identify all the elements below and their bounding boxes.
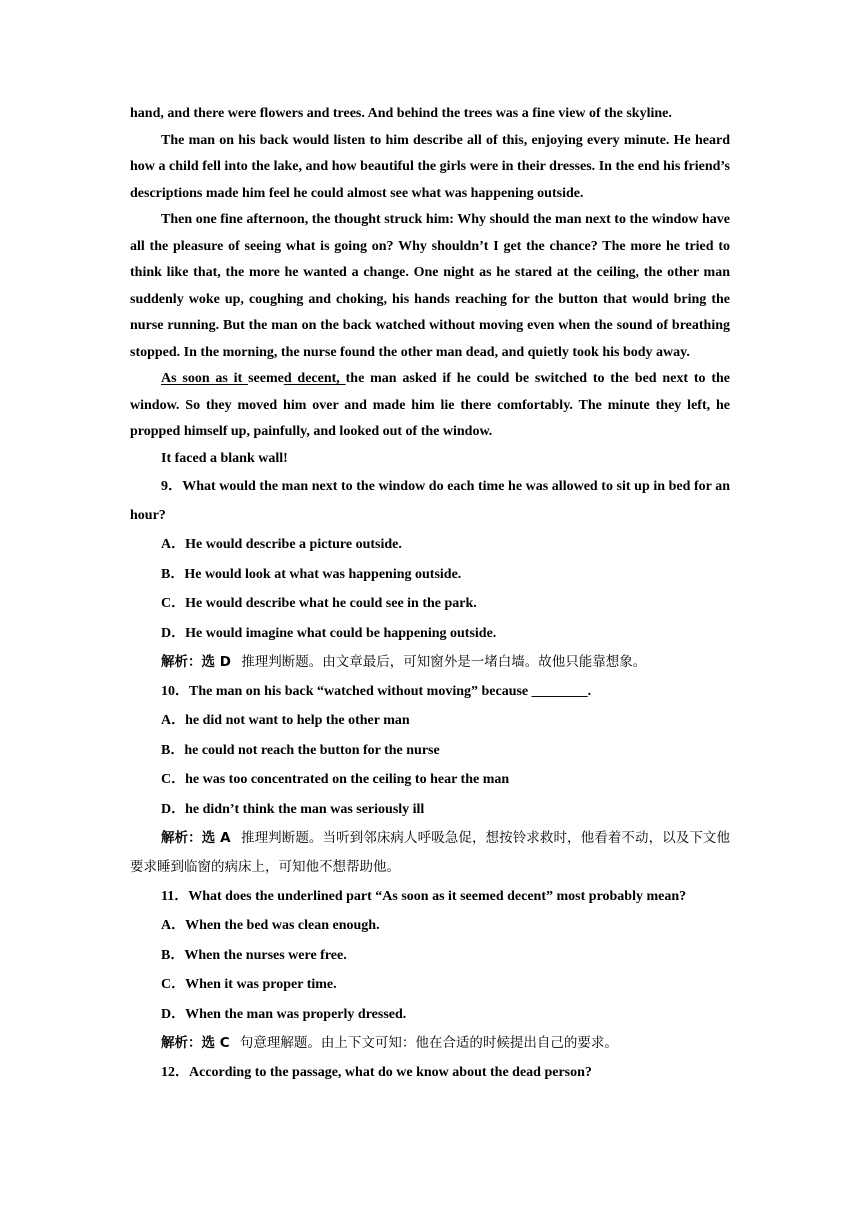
question-11-option-d: D．When the man was properly dressed. bbox=[161, 1006, 407, 1022]
question-10-option-c: C．he was too concentrated on the ceiling to hear the man bbox=[161, 772, 510, 787]
question-9-option-c: C．He would describe what he could see in the park. bbox=[161, 596, 477, 611]
question-9-option-a: A．He would describe a picture outside. bbox=[161, 537, 402, 552]
question-11-option-b: B．When the nurses were free. bbox=[161, 947, 347, 963]
question-12-stem: 12．According to the passage, what do we know about the dead person? bbox=[161, 1065, 592, 1080]
question-9-option-d: D．He would imagine what could be happening outside. bbox=[161, 625, 497, 641]
question-9-option-b: B．He would look at what was happening outside. bbox=[161, 566, 462, 582]
passage-paragraph-5: It faced a blank wall! bbox=[161, 450, 288, 466]
question-10-option-a: A．he did not want to help the other man bbox=[161, 713, 410, 728]
passage-paragraph-1-end: hand, and there were flowers and trees. And behind the trees was a fine view of the skyline. bbox=[130, 106, 672, 121]
answer-tag: 解析：选 A bbox=[161, 830, 231, 846]
answer-explanation: 句意理解题。由上下文可知：他在合适的时候提出自己的要求。 bbox=[239, 1035, 618, 1051]
passage-paragraph-4-rest: the man asked if he could be switched to the bed next to the window. So they moved him over and made him lie there comfortably. The minute they left, he propped himself up, painfully, and looked out of the window. bbox=[130, 371, 730, 439]
answer-tag: 解析：选 C bbox=[161, 1035, 230, 1051]
question-9-stem: 9．What would the man next to the window do each time he was allowed to sit up in bed for an hour? bbox=[130, 479, 730, 523]
passage-paragraph-4 bbox=[130, 366, 730, 446]
passage-paragraph-3: Then one fine afternoon, the thought struck him: Why should the man next to the window have all the pleasure of seeing what is going on? Why shouldn’t I get the chance? The more he tried to think like that, the more he wanted a change. One night as he stared at the ceiling, the other man suddenly woke up, coughing and choking, his hands reaching for the button that would bring the nurse running. But the man on the back watched without moving even when the sound of breathing stopped. In the morning, the nurse found the other man dead, and quietly took his body away. bbox=[130, 212, 730, 360]
answer-explanation: 推理判断题。由文章最后，可知窗外是一堵白墙。故他只能靠想象。 bbox=[241, 654, 647, 670]
passage-paragraph-2: The man on his back would listen to him describe all of this, enjoying every minute. He heard how a child fell into the lake, and how beautiful the girls were in their dresses. In the end his friend’s descriptions made him feel he could almost see what was happening outside. bbox=[130, 132, 730, 201]
question-11-answer bbox=[130, 1029, 730, 1058]
passage-paragraph-4-mid: seeme bbox=[248, 371, 284, 386]
answer-tag: 解析：选 D bbox=[161, 654, 231, 670]
underlined-phrase-part-1: As soon as it bbox=[161, 371, 249, 386]
question-10-stem: 10．The man on his back “watched without moving” because ________. bbox=[161, 684, 592, 699]
question-9-answer bbox=[130, 648, 730, 677]
question-11-stem: 11．What does the underlined part “As soon as it seemed decent” most probably mean? bbox=[161, 889, 687, 904]
document-body bbox=[130, 101, 730, 1087]
question-10-option-b: B．he could not reach the button for the nurse bbox=[161, 742, 440, 758]
answer-explanation: 推理判断题。当听到邻床病人呼吸急促，想按铃求救时，他看着不动，以及下文他要求睡到临窗的病床上，可知他不想帮助他。 bbox=[130, 830, 731, 875]
question-10-answer bbox=[130, 824, 730, 882]
question-11-option-c: C．When it was proper time. bbox=[161, 977, 337, 992]
underlined-phrase-part-2: d decent, bbox=[283, 371, 346, 386]
question-11-option-a: A．When the bed was clean enough. bbox=[161, 918, 380, 933]
question-10-option-d: D．he didn’t think the man was seriously ill bbox=[161, 801, 425, 817]
